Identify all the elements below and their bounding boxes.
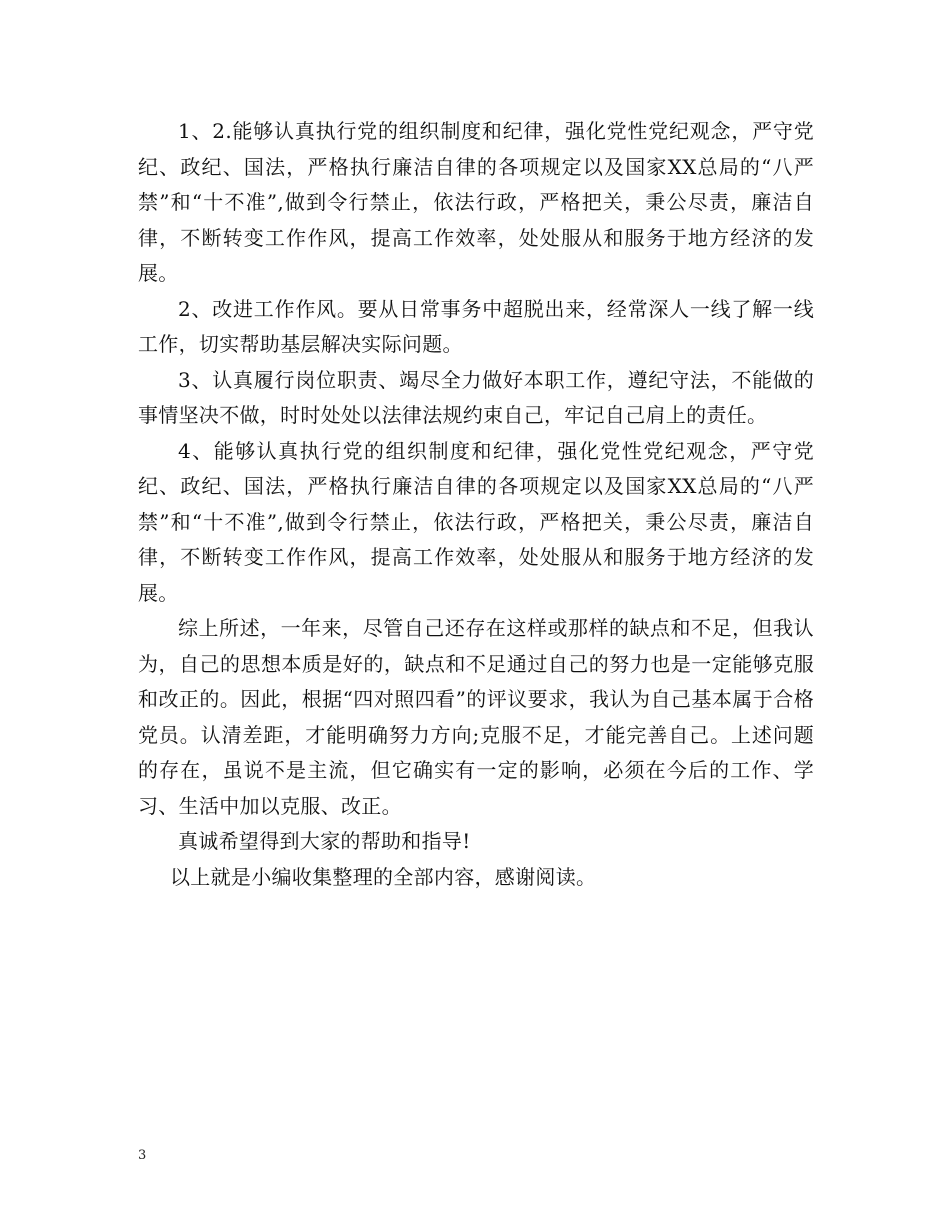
paragraph-3: 3、认真履行岗位职责、竭尽全力做好本职工作，遵纪守法，不能做的事情坚决不做，时时处处以法律法规约束自己，牢记自己肩上的责任。	[138, 367, 814, 427]
paragraph-footer-note: 以上就是小编收集整理的全部内容，感谢阅读。	[170, 864, 597, 889]
paragraph-summary: 综上所述，一年来，尽管自己还存在这样或那样的缺点和不足，但我认为，自己的思想本质是好的，缺点和不足通过自己的努力也是一定能够克服和改正的。因此，根据“四对照四看”的评议要求，我认为自己基本属于合格党员。认清差距，才能明确努力方向;克服不足，才能完善自己。上述问题的存在，虽说不是主流，但它确实有一定的影响，必须在今后的工作、学习、生活中加以克服、改正。	[138, 616, 814, 818]
paragraph-2: 2、改进工作作风。要从日常事务中超脱出来，经常深人一线了解一线工作，切实帮助基层解决实际问题。	[138, 296, 814, 356]
document-body	[138, 114, 814, 895]
page-number: 3	[138, 1148, 147, 1163]
paragraph-4: 4、能够认真执行党的组织制度和纪律，强化党性党纪观念，严守党纪、政纪、国法，严格执行廉洁自律的各项规定以及国家XX总局的“八严禁”和“十不准”,做到令行禁止，依法行政，严格把关，秉公尽责，廉洁自律，不断转变工作作风，提高工作效率，处处服从和服务于地方经济的发展。	[138, 438, 814, 605]
paragraph-1: 1、2.能够认真执行党的组织制度和纪律，强化党性党纪观念，严守党纪、政纪、国法，严格执行廉洁自律的各项规定以及国家XX总局的“八严禁”和“十不准”,做到令行禁止，依法行政，严格把关，秉公尽责，廉洁自律，不断转变工作作风，提高工作效率，处处服从和服务于地方经济的发展。	[138, 119, 814, 285]
paragraph-closing: 真诚希望得到大家的帮助和指导!	[178, 829, 471, 853]
